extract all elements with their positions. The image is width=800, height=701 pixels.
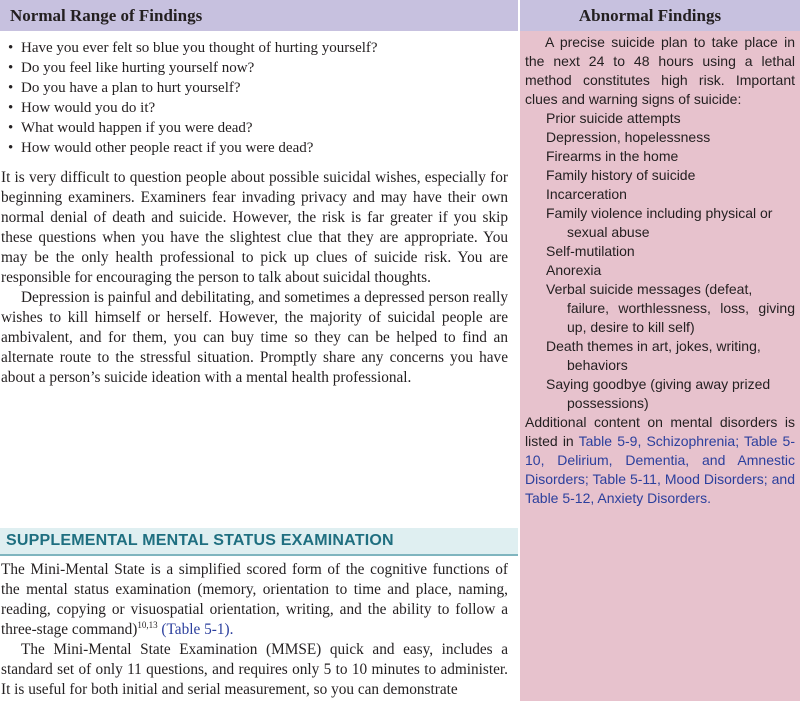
list-item: Firearms in the home [546, 148, 679, 164]
additional-content-note: Additional content on mental disorders is listed in Table 5-9, Schizophrenia; Table 5-10, Delirium, Dementia, and Amnestic Disorders; Table 5-11, Mood Disorders; and Table 5-12, Anxiety Disorders. [525, 414, 796, 506]
paragraph-mmse: The Mini-Mental State Examination (MMSE) quick and easy, includes a standard set of only 11 questions, and requires only 5 to 10 minutes to administer. It is useful for both initial and serial measurement, so you can demonstrate [1, 641, 508, 698]
list-item: Family history of suicide [546, 167, 696, 183]
abnormal-intro: A precise suicide plan to take place in the next 24 to 48 hours using a lethal method constitutes high risk. Important clues and warning signs of suicide: [525, 34, 795, 107]
list-item: Family violence including physical or sexual abuse [546, 205, 773, 240]
paragraph-depression: Depression is painful and debilitating, and sometimes a depressed person really wishes to kill himself or herself. However, the majority of suicidal people are ambivalent, and for them, you can buy time so they can be helped to find an alternate route to the stressful situation. Promptly share any concerns you have about a person’s suicide ideation with a mental health professional. [1, 289, 508, 386]
bullet-icon: • [8, 120, 14, 136]
suicide-questions-list [8, 38, 513, 158]
paragraph-mini-mental-state: The Mini-Mental State is a simplified scored form of the cognitive functions of the mental status examination (memory, orientation to time and place, naming, reading, copying or visuospatial orientation, writing, and the ability to follow a three-stage command)$^{10,13}$ (Table 5-1). [1, 561, 508, 638]
list-item: • Do you feel like hurting yourself now? [8, 60, 255, 76]
table-links[interactable]: Table 5-9, Schizophrenia; Table 5-10, Delirium, Dementia, and Amnestic Disorders; Table 5-11, Mood Disorders; and Table 5-12, Anxiety Disorders. [525, 433, 796, 506]
list-item: Verbal suicide messages (defeat, failure, worthlessness, loss, giving up, desire to kill self) [546, 281, 795, 335]
list-item: Self-mutilation [546, 243, 635, 259]
list-item: Anorexia [546, 262, 602, 278]
table-reference-link[interactable]: (Table 5-1). [161, 621, 234, 638]
bullet-icon: • [8, 140, 14, 156]
list-item: • Have you ever felt so blue you thought of hurting yourself? [8, 40, 378, 56]
normal-findings-header: Normal Range of Findings [0, 0, 518, 31]
list-item: • What would happen if you were dead? [8, 120, 253, 136]
abnormal-findings-header: Abnormal Findings [520, 0, 800, 31]
list-item: • How would other people react if you were dead? [8, 140, 314, 156]
bullet-icon: • [8, 100, 14, 116]
list-item: Prior suicide attempts [546, 110, 681, 126]
bullet-icon: • [8, 40, 14, 56]
section-divider [0, 554, 518, 556]
section-title: SUPPLEMENTAL MENTAL STATUS EXAMINATION [0, 528, 518, 554]
list-item: • How would you do it? [8, 100, 156, 116]
list-item: Death themes in art, jokes, writing, behaviors [546, 338, 761, 373]
abnormal-findings-text [525, 33, 795, 508]
bullet-icon: • [8, 80, 14, 96]
list-item: Depression, hopelessness [546, 129, 711, 145]
paragraph-suicide-questioning: It is very difficult to question people about possible suicidal wishes, especially for beginning examiners. Examiners fear invading privacy and may have their own normal denial of death and suicide. However, the risk is far greater if you skip these questions when you have the slightest clue that they are appropriate. You may be the only health professional to pick up clues of suicide risk. You are responsible for encouraging the person to talk about suicidal thoughts. [1, 169, 508, 286]
list-item: Saying goodbye (giving away prized possessions) [546, 376, 771, 411]
bullet-icon: • [8, 60, 14, 76]
list-item: • Do you have a plan to hurt yourself? [8, 80, 241, 96]
list-item: Incarceration [546, 186, 627, 202]
